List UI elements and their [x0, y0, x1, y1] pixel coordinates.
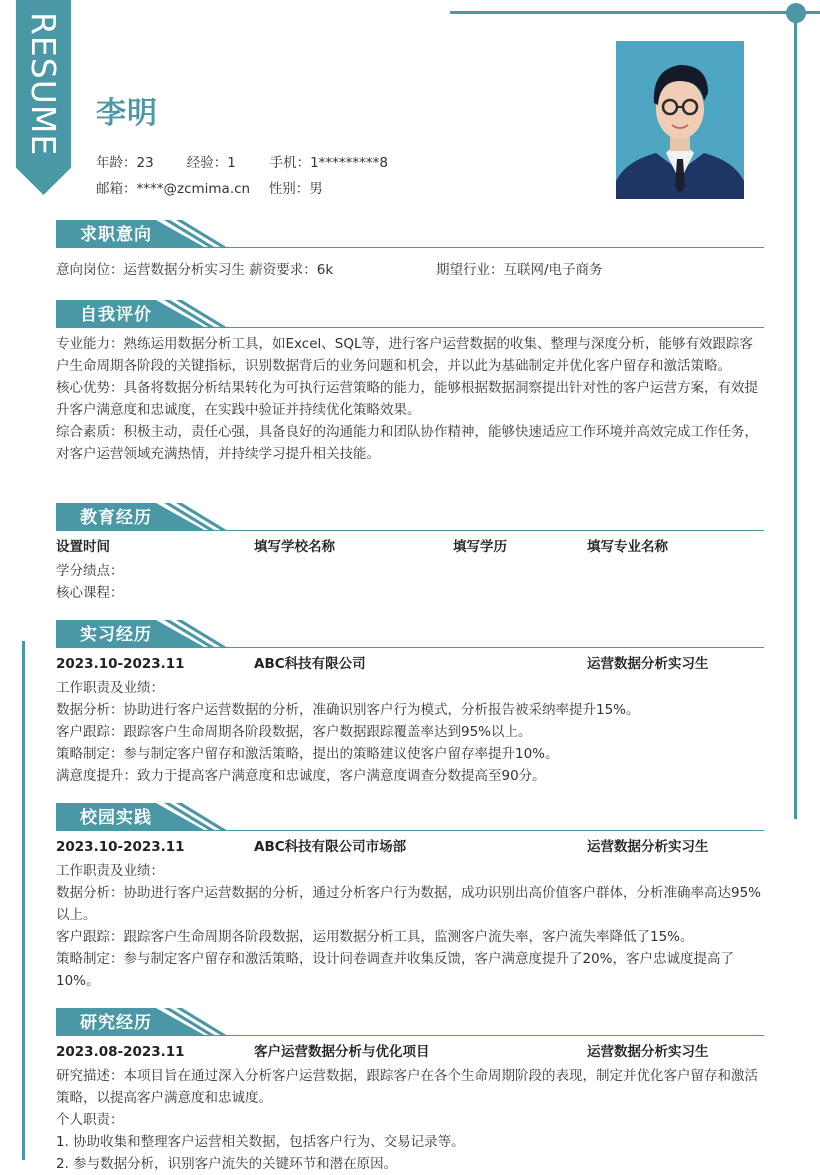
experience-value: 1 — [227, 155, 236, 171]
section-title: 求职意向 — [80, 225, 152, 245]
section-title: 自我评价 — [80, 305, 152, 325]
research-line: 研究描述：本项目旨在通过深入分析客户运营数据，跟踪客户在各个生命周期阶段的表现，制定并优化客户留存和激活策略，以提高客户满意度和忠诚度。 — [56, 1068, 758, 1106]
research-line: 2. 参与数据分析，识别客户流失的关键环节和潜在原因。 — [56, 1156, 398, 1172]
internship-line: 策略制定：参与制定客户留存和激活策略，提出的策略建议使客户留存率提升10%。 — [56, 746, 559, 762]
internship-line: 工作职责及业绩： — [56, 680, 164, 696]
phone-value: 1*********8 — [310, 155, 389, 171]
age-value: 23 — [136, 155, 154, 171]
self-eval-paragraph: 核心优势：具备将数据分析结果转化为可执行运营策略的能力，能够根据数据洞察提出针对性的客户运营方案，有效提升客户满意度和忠诚度，在实践中验证并持续优化策略效果。 — [56, 380, 758, 418]
intent-industry: 期望行业：互联网/电子商务 — [436, 262, 603, 278]
section-title: 研究经历 — [80, 1013, 152, 1033]
email-label: 邮箱： — [96, 181, 137, 197]
basic-info-row-1 — [96, 151, 388, 171]
education-row — [56, 536, 764, 558]
education-courses — [56, 582, 764, 604]
campus-header-row — [56, 836, 764, 858]
section-header-education — [56, 501, 764, 531]
section-title: 教育经历 — [80, 508, 152, 528]
campus-date: 2023.10-2023.11 — [56, 839, 185, 855]
internship-company: ABC科技有限公司 — [254, 656, 366, 672]
campus-line: 数据分析：协助进行客户运营数据的分析，通过分析客户行为数据，成功识别出高价值客户群体，分析准确率高达95%以上。 — [56, 885, 762, 923]
campus-line: 工作职责及业绩： — [56, 863, 164, 879]
self-eval-paragraph: 专业能力：熟练运用数据分析工具，如Excel、SQL等，进行客户运营数据的收集、整理与深度分析，能够有效跟踪客户生命周期各阶段的关键指标，识别数据背后的业务问题和机会，并以此为基础制定并优化客户留存和激活策略。 — [56, 336, 753, 374]
campus-body — [56, 860, 764, 992]
research-role: 运营数据分析实习生 — [587, 1044, 709, 1060]
gender-value: 男 — [309, 181, 323, 197]
decorative-dot — [786, 3, 806, 23]
education-gpa — [56, 560, 764, 582]
intent-row — [56, 259, 764, 281]
internship-header-row — [56, 653, 764, 675]
education-major: 填写专业名称 — [587, 539, 668, 555]
candidate-name: 李明 — [96, 96, 158, 131]
campus-company: ABC科技有限公司市场部 — [254, 839, 407, 855]
decorative-left-line — [22, 641, 25, 1160]
research-date: 2023.08-2023.11 — [56, 1044, 185, 1060]
resume-ribbon-label: RESUME — [24, 11, 63, 157]
gender-label: 性别： — [268, 181, 310, 197]
research-project: 客户运营数据分析与优化项目 — [254, 1044, 430, 1060]
internship-date: 2023.10-2023.11 — [56, 656, 185, 672]
person-portrait-icon — [616, 41, 744, 199]
education-school: 填写学校名称 — [254, 539, 335, 555]
section-header-research — [56, 1006, 764, 1036]
campus-line: 客户跟踪：跟踪客户生命周期各阶段数据，运用数据分析工具，监测客户流失率，客户流失率降低了15%。 — [56, 929, 694, 945]
research-body — [56, 1065, 764, 1175]
self-eval-body — [56, 333, 764, 465]
research-line: 个人职责： — [56, 1112, 124, 1128]
research-header-row — [56, 1041, 764, 1063]
research-line: 1. 协助收集和整理客户运营相关数据，包括客户行为、交易记录等。 — [56, 1134, 465, 1150]
profile-photo — [616, 41, 744, 199]
section-header-intent — [56, 218, 764, 248]
basic-info-row-2 — [96, 177, 323, 197]
education-degree: 填写学历 — [453, 539, 507, 555]
campus-line: 策略制定：参与制定客户留存和激活策略，设计问卷调查并收集反馈，客户满意度提升了20%，客户忠诚度提高了10%。 — [56, 951, 735, 989]
decorative-right-line — [794, 13, 797, 819]
section-header-campus — [56, 801, 764, 831]
campus-role: 运营数据分析实习生 — [587, 839, 709, 855]
internship-role: 运营数据分析实习生 — [587, 656, 709, 672]
email-value: ****@zcmima.cn — [136, 181, 251, 197]
section-header-self-eval — [56, 298, 764, 328]
phone-label: 手机： — [269, 155, 311, 171]
intent-position: 意向岗位：运营数据分析实习生 薪资要求：6k — [56, 262, 334, 278]
internship-line: 满意度提升：致力于提高客户满意度和忠诚度，客户满意度调查分数提高至90分。 — [56, 768, 546, 784]
education-time: 设置时间 — [56, 539, 110, 555]
section-header-internship — [56, 618, 764, 648]
gpa-label: 学分绩点： — [56, 563, 124, 579]
age-label: 年龄： — [96, 155, 137, 171]
self-eval-paragraph: 综合素质：积极主动，责任心强，具备良好的沟通能力和团队协作精神，能够快速适应工作环境并高效完成工作任务，对客户运营领域充满热情，并持续学习提升相关技能。 — [56, 424, 758, 462]
internship-line: 客户跟踪：跟踪客户生命周期各阶段数据，客户数据跟踪覆盖率达到95%以上。 — [56, 724, 532, 740]
courses-label: 核心课程： — [56, 585, 124, 601]
section-title: 实习经历 — [80, 625, 152, 645]
experience-label: 经验： — [186, 155, 228, 171]
section-title: 校园实践 — [80, 808, 152, 828]
internship-line: 数据分析：协助进行客户运营数据的分析，准确识别客户行为模式，分析报告被采纳率提升15%。 — [56, 702, 640, 718]
internship-body — [56, 677, 764, 787]
decorative-top-line — [450, 11, 820, 14]
